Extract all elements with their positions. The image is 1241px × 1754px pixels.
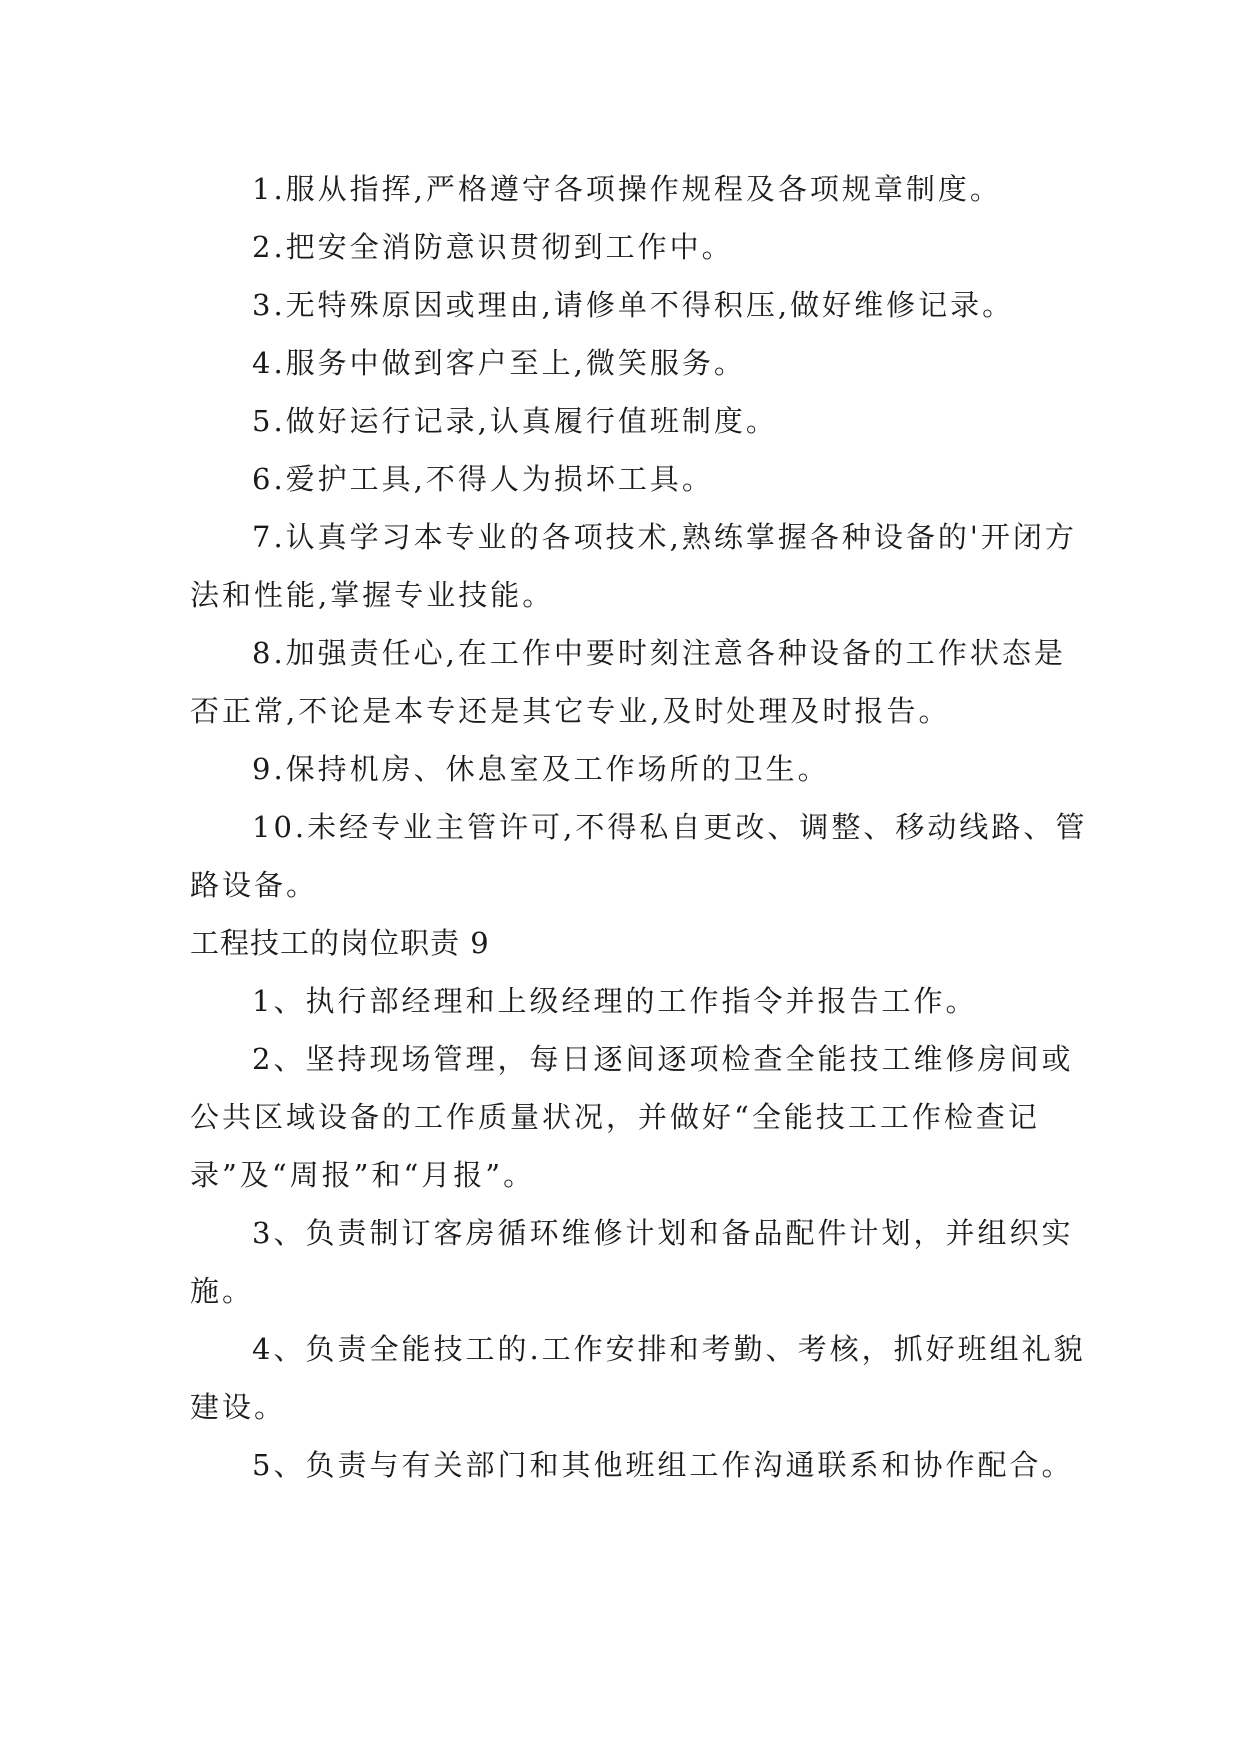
list-item: 3.无特殊原因或理由,请修单不得积压,做好维修记录。	[252, 288, 1015, 322]
list-item: 6.爱护工具,不得人为损坏工具。	[252, 462, 714, 496]
list-item: 1.服从指挥,严格遵守各项操作规程及各项规章制度。	[252, 172, 1002, 206]
list-item: 7.认真学习本专业的各项技术,熟练掌握各种设备的'开闭方法和性能,掌握专业技能。	[190, 520, 1077, 612]
list-item: 2、坚持现场管理，每日逐间逐项检查全能技工维修房间或公共区域设备的工作质量状况，并做好“全能技工工作检查记录”及“周报”和“月报”。	[190, 1042, 1074, 1192]
list-item: 5、负责与有关部门和其他班组工作沟通联系和协作配合。	[252, 1448, 1074, 1482]
list-item: 3、负责制订客房循环维修计划和备品配件计划，并组织实施。	[190, 1216, 1074, 1308]
list-item: 4、负责全能技工的.工作安排和考勤、考核，抓好班组礼貌建设。	[190, 1332, 1086, 1424]
section-heading: 工程技工的岗位职责 9	[190, 926, 490, 960]
document-body	[190, 160, 1090, 1494]
list-item: 9.保持机房、休息室及工作场所的卫生。	[252, 752, 830, 786]
list-item: 1、执行部经理和上级经理的工作指令并报告工作。	[252, 984, 978, 1018]
list-item: 10.未经专业主管许可,不得私自更改、调整、移动线路、管路设备。	[190, 810, 1088, 902]
list-item: 5.做好运行记录,认真履行值班制度。	[252, 404, 778, 438]
list-item: 2.把安全消防意识贯彻到工作中。	[252, 230, 734, 264]
list-item: 4.服务中做到客户至上,微笑服务。	[252, 346, 746, 380]
list-item: 8.加强责任心,在工作中要时刻注意各种设备的工作状态是否正常,不论是本专还是其它专业,及时处理及时报告。	[190, 636, 1066, 728]
